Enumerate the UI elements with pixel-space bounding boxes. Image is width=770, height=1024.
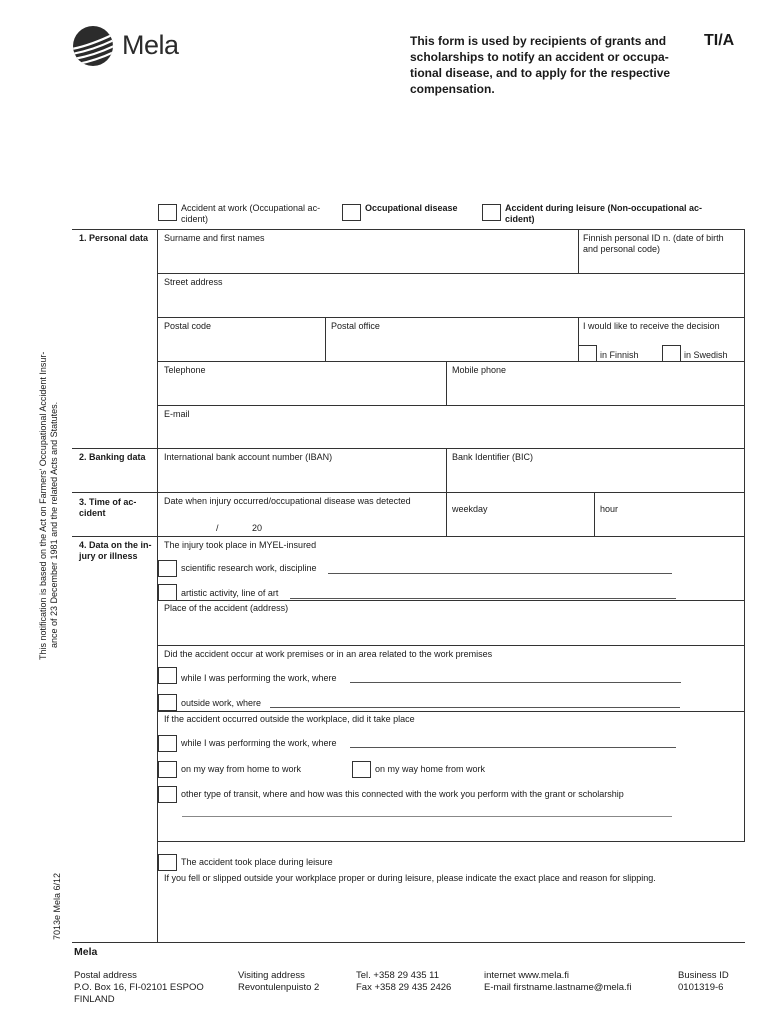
leisure-label: The accident took place during leisure [181,857,333,867]
way-home-to-work-label: on my way from home to work [181,764,302,774]
section-banking-data: 2. Banking data [79,452,146,462]
grid-line [446,492,447,536]
email-label: E-mail [164,409,190,419]
myel-label: The injury took place in MYEL-insured [164,540,317,550]
outside-work-checkbox[interactable] [158,694,177,711]
mela-logo [72,25,202,67]
outside-question: If the accident occurred outside the workplace, did it take place [164,714,415,724]
scientific-label: scientific research work, discipline [181,563,317,573]
grid-right-border [744,229,745,841]
grid-line [72,448,745,449]
logo-wordmark: Mela [122,30,179,60]
while-work-label-1: while I was performing the work, where [181,673,337,683]
street-address-label: Street address [164,277,223,287]
outside-work-line[interactable] [270,707,680,708]
way-work-to-home-label: on my way home from work [375,764,486,774]
at-work-checkbox-1[interactable] [158,667,177,684]
section-time-of-accident: 3. Time of ac- cident [79,497,137,518]
place-label: Place of the accident (address) [164,603,289,613]
accident-at-work-label: Accident at work (Occupational ac- cident) [181,203,321,224]
grid-top-line [72,229,745,230]
grid-line [157,361,745,362]
legal-basis-note: This notification is based on the Act on Farmers' Occupational Accident Insur- ance of 23 December 1981 and the related Acts and Statutes. [38,351,59,660]
grid-line [157,600,745,601]
grid-line [72,536,745,537]
other-transit-checkbox[interactable] [158,786,177,803]
while-work-line-2[interactable] [350,747,676,748]
scientific-line[interactable] [328,573,672,574]
footer-postal: Postal address P.O. Box 16, FI-02101 ESPOO FINLAND [74,970,204,1005]
section-injury-data: 4. Data on the in- jury or illness [79,540,152,561]
form-code: TI/A [704,32,735,49]
while-work-label-2: while I was performing the work, where [181,738,337,748]
date-year-prefix: 20 [252,523,263,533]
finnish-checkbox[interactable] [578,345,597,362]
bic-label: Bank Identifier (BIC) [452,452,534,462]
artistic-line[interactable] [290,598,676,599]
form-version-code: 7013e Mela 6/12 [52,872,62,940]
footer-business-id: Business ID 0101319-6 [678,970,729,993]
artistic-label: artistic activity, line of art [181,588,279,598]
slipped-label: If you fell or slipped outside your workplace proper or during leisure, please indicate the exact place and reason for slipping. [164,873,656,883]
grid-bottom-line [72,942,745,943]
grid-line [578,229,579,273]
finnish-label: in Finnish [600,350,639,360]
at-work-checkbox-2[interactable] [158,735,177,752]
footer-name: Mela [74,946,98,958]
grid-line [157,841,745,842]
artistic-checkbox[interactable] [158,584,177,601]
surname-label: Surname and first names [164,233,265,243]
weekday-label: weekday [452,504,488,514]
other-transit-line[interactable] [182,816,672,817]
date-detected-label: Date when injury occurred/occupational disease was detected [164,496,411,506]
personal-id-label: Finnish personal ID n. (date of birth and personal code) [583,233,724,254]
decision-language-label: I would like to receive the decision [583,321,720,331]
grid-line [157,405,745,406]
mela-logo-icon [72,25,116,67]
telephone-label: Telephone [164,365,206,375]
grid-line [157,273,745,274]
grid-line [72,492,745,493]
accident-during-leisure-label: Accident during leisure (Non-occupational ac- cident) [505,203,703,224]
leisure-checkbox[interactable] [158,854,177,871]
iban-label: International bank account number (IBAN) [164,452,333,462]
date-slash: / [216,523,219,533]
occupational-disease-checkbox[interactable] [342,204,361,221]
accident-at-work-checkbox[interactable] [158,204,177,221]
grid-line [157,711,745,712]
grid-line [446,361,447,405]
footer-phone: Tel. +358 29 435 11 Fax +358 29 435 2426 [356,970,452,993]
grid-line [157,645,745,646]
form-intro: This form is used by recipients of grants and scholarships to notify an accident or occupa- tional disease, and to apply for the respective compensation. [410,34,671,96]
other-transit-label: other type of transit, where and how was this connected with the work you perform with the grant or scholarship [181,789,624,799]
outside-work-label: outside work, where [181,698,262,708]
mobile-phone-label: Mobile phone [452,365,507,375]
postal-code-label: Postal code [164,321,212,331]
way-work-to-home-checkbox[interactable] [352,761,371,778]
footer-visiting: Visiting address Revontulenpuisto 2 [238,970,320,993]
swedish-label: in Swedish [684,350,728,360]
while-work-line-1[interactable] [350,682,681,683]
section-personal-data: 1. Personal data [79,233,149,243]
way-home-to-work-checkbox[interactable] [158,761,177,778]
footer-web: internet www.mela.fi E-mail firstname.lastname@mela.fi [484,970,632,993]
postal-office-label: Postal office [331,321,380,331]
occupational-disease-label: Occupational disease [365,203,458,213]
grid-line [446,448,447,492]
grid-line [325,317,326,361]
swedish-checkbox[interactable] [662,345,681,362]
grid-line [157,317,745,318]
premises-question: Did the accident occur at work premises or in an area related to the work premises [164,649,493,659]
scientific-checkbox[interactable] [158,560,177,577]
grid-line [594,492,595,536]
accident-during-leisure-checkbox[interactable] [482,204,501,221]
hour-label: hour [600,504,619,514]
